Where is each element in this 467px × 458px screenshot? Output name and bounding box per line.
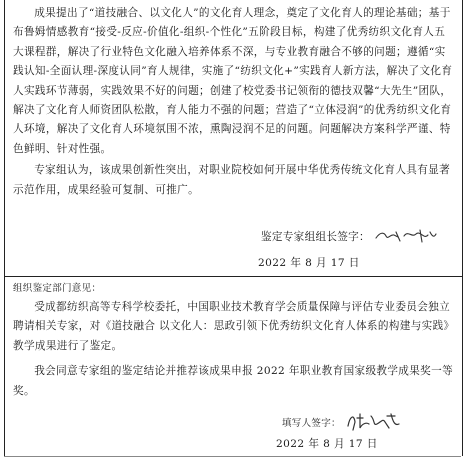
page-bottom-divider [4,456,461,457]
expert-opinion-paragraph-2: 专家组认为，该成果创新性突出，对职业院校如何开展中华优秀传统文化育人具有显著示范作用，成果经验可复制、可推广。 [13,164,451,196]
filler-signature-line [282,410,401,434]
filler-signature-label: 填写人签字： [282,418,341,429]
organizing-dept-body [13,298,454,401]
organizing-dept-date: 2022 年 8 月 17 日 [276,438,378,450]
expert-leader-signature-label: 鉴定专家组组长签字： [261,230,370,243]
expert-opinion-paragraph-1: 成果提出了“道技融合、以文化人”的文化育人理念，奠定了文化育人的理论基础；基于布鲁姆情感教育“接受-反应-价值化-组织-个性化”五阶段目标，构建了优秀纺织文化育人五大课程群，解决了行业特色文化融入培养体系不深，与专业教育融合不够的问题；遵循“实践认知-全面认理-深度认同”育人规律，实施了“纺织文化+”实践育人新方法，解决了文化育人实践环节薄弱，实践效果不好的问题；创建了校党委书记领衔的德技双馨“大先生”团队，解决了文化育人师资团队松散，育人能力不强的问题；营造了“立体浸润”的优秀纺织文化育人环境，解决了文化育人环境氛围不浓，熏陶浸润不足的问题。问题解决方案科学严谨、特色鲜明、针对性强。 [13,7,453,155]
form-frame [4,0,463,456]
handwritten-signature-icon [345,410,401,434]
handwritten-signature-icon [374,226,438,246]
organizing-dept-section [5,276,462,456]
expert-opinion-body [13,4,454,200]
organizing-dept-paragraph-2: 我会同意专家组的鉴定结论并推荐该成果申报 2022 年职业教育国家级教学成果奖一等奖。 [13,365,454,397]
organizing-dept-title: 组织鉴定部门意见： [13,283,102,294]
expert-leader-signature-line [261,226,438,246]
organizing-dept-paragraph-1: 受成都纺织高等专科学校委托，中国职业技术教育学会质量保障与评估专业委员会独立聘请相关专家，对《道技融合 以文化人：思政引领下优秀纺织文化育人体系的构建与实践》教学成果进行了鉴定。 [13,301,451,352]
expert-opinion-date: 2022 年 8 月 17 日 [258,257,360,269]
expert-opinion-section [5,0,462,277]
